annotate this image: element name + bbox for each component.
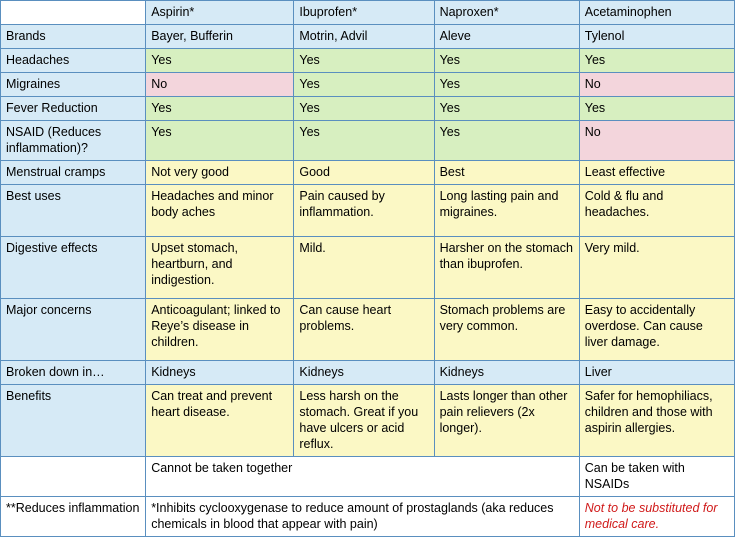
cell-benefits-naproxen: Lasts longer than other pain relievers (2x longer). xyxy=(434,385,579,457)
cell-nsaid-ibuprofen: Yes xyxy=(294,121,434,161)
cell-best-uses-acetaminophen: Cold & flu and headaches. xyxy=(579,185,734,237)
header-naproxen: Naproxen* xyxy=(434,1,579,25)
cell-fever-acetaminophen: Yes xyxy=(579,97,734,121)
cell-headaches-aspirin: Yes xyxy=(146,49,294,73)
row-label-benefits: Benefits xyxy=(1,385,146,457)
cell-best-uses-ibuprofen: Pain caused by inflammation. xyxy=(294,185,434,237)
row-label-fever-reduction: Fever Reduction xyxy=(1,97,146,121)
row-label-major-concerns: Major concerns xyxy=(1,299,146,361)
cell-fever-aspirin: Yes xyxy=(146,97,294,121)
row-label-brands: Brands xyxy=(1,25,146,49)
footnote-mechanism: *Inhibits cyclooxygenase to reduce amount of prostaglands (aka reduces chemicals in blood that appear with pain) xyxy=(146,497,580,537)
footnote-label-reduces-inflammation: **Reduces inflammation xyxy=(1,497,146,537)
cell-fever-ibuprofen: Yes xyxy=(294,97,434,121)
cell-headaches-acetaminophen: Yes xyxy=(579,49,734,73)
cell-best-uses-naproxen: Long lasting pain and migraines. xyxy=(434,185,579,237)
table-row xyxy=(1,121,735,161)
table-row xyxy=(1,25,735,49)
table-header-row xyxy=(1,1,735,25)
cell-brands-naproxen: Aleve xyxy=(434,25,579,49)
table-row xyxy=(1,385,735,457)
cell-metabolism-acetaminophen: Liver xyxy=(579,361,734,385)
cell-nsaid-aspirin: Yes xyxy=(146,121,294,161)
table-row xyxy=(1,161,735,185)
cell-brands-acetaminophen: Tylenol xyxy=(579,25,734,49)
cell-metabolism-ibuprofen: Kidneys xyxy=(294,361,434,385)
row-label-nsaid: NSAID (Reduces inflammation)? xyxy=(1,121,146,161)
cell-migraines-ibuprofen: Yes xyxy=(294,73,434,97)
row-label-combination-blank xyxy=(1,457,146,497)
cell-cramps-aspirin: Not very good xyxy=(146,161,294,185)
table-row-combination xyxy=(1,457,735,497)
cell-benefits-aspirin: Can treat and prevent heart disease. xyxy=(146,385,294,457)
row-label-menstrual-cramps: Menstrual cramps xyxy=(1,161,146,185)
cell-concerns-aspirin: Anticoagulant; linked to Reye’s disease in children. xyxy=(146,299,294,361)
cell-cramps-naproxen: Best xyxy=(434,161,579,185)
cell-headaches-ibuprofen: Yes xyxy=(294,49,434,73)
header-aspirin: Aspirin* xyxy=(146,1,294,25)
table-row xyxy=(1,97,735,121)
row-label-digestive-effects: Digestive effects xyxy=(1,237,146,299)
cell-best-uses-aspirin: Headaches and minor body aches xyxy=(146,185,294,237)
cell-brands-aspirin: Bayer, Bufferin xyxy=(146,25,294,49)
cell-migraines-naproxen: Yes xyxy=(434,73,579,97)
cell-digestive-acetaminophen: Very mild. xyxy=(579,237,734,299)
table-row xyxy=(1,73,735,97)
table-row xyxy=(1,361,735,385)
cell-migraines-aspirin: No xyxy=(146,73,294,97)
cell-digestive-ibuprofen: Mild. xyxy=(294,237,434,299)
cell-metabolism-naproxen: Kidneys xyxy=(434,361,579,385)
footnote-disclaimer: Not to be substituted for medical care. xyxy=(579,497,734,537)
header-acetaminophen: Acetaminophen xyxy=(579,1,734,25)
row-label-broken-down-in: Broken down in… xyxy=(1,361,146,385)
cell-benefits-acetaminophen: Safer for hemophiliacs, children and those with aspirin allergies. xyxy=(579,385,734,457)
cell-benefits-ibuprofen: Less harsh on the stomach. Great if you have ulcers or acid reflux. xyxy=(294,385,434,457)
cell-migraines-acetaminophen: No xyxy=(579,73,734,97)
cell-cramps-ibuprofen: Good xyxy=(294,161,434,185)
table-body xyxy=(1,25,735,537)
cell-nsaid-acetaminophen: No xyxy=(579,121,734,161)
cell-concerns-ibuprofen: Can cause heart problems. xyxy=(294,299,434,361)
cell-headaches-naproxen: Yes xyxy=(434,49,579,73)
table-row xyxy=(1,299,735,361)
cell-digestive-aspirin: Upset stomach, heartburn, and indigestion. xyxy=(146,237,294,299)
row-label-best-uses: Best uses xyxy=(1,185,146,237)
table-row xyxy=(1,237,735,299)
cell-metabolism-aspirin: Kidneys xyxy=(146,361,294,385)
table-header xyxy=(1,1,735,25)
table-row xyxy=(1,185,735,237)
cell-concerns-acetaminophen: Easy to accidentally overdose. Can cause liver damage. xyxy=(579,299,734,361)
header-corner-blank xyxy=(1,1,146,25)
combination-note: Cannot be taken together xyxy=(146,457,580,497)
cell-concerns-naproxen: Stomach problems are very common. xyxy=(434,299,579,361)
cell-brands-ibuprofen: Motrin, Advil xyxy=(294,25,434,49)
header-ibuprofen: Ibuprofen* xyxy=(294,1,434,25)
table-row xyxy=(1,49,735,73)
cell-nsaid-naproxen: Yes xyxy=(434,121,579,161)
cell-fever-naproxen: Yes xyxy=(434,97,579,121)
row-label-migraines: Migraines xyxy=(1,73,146,97)
table-row-footnote xyxy=(1,497,735,537)
combination-note-acetaminophen: Can be taken with NSAIDs xyxy=(579,457,734,497)
row-label-headaches: Headaches xyxy=(1,49,146,73)
cell-digestive-naproxen: Harsher on the stomach than ibuprofen. xyxy=(434,237,579,299)
cell-cramps-acetaminophen: Least effective xyxy=(579,161,734,185)
